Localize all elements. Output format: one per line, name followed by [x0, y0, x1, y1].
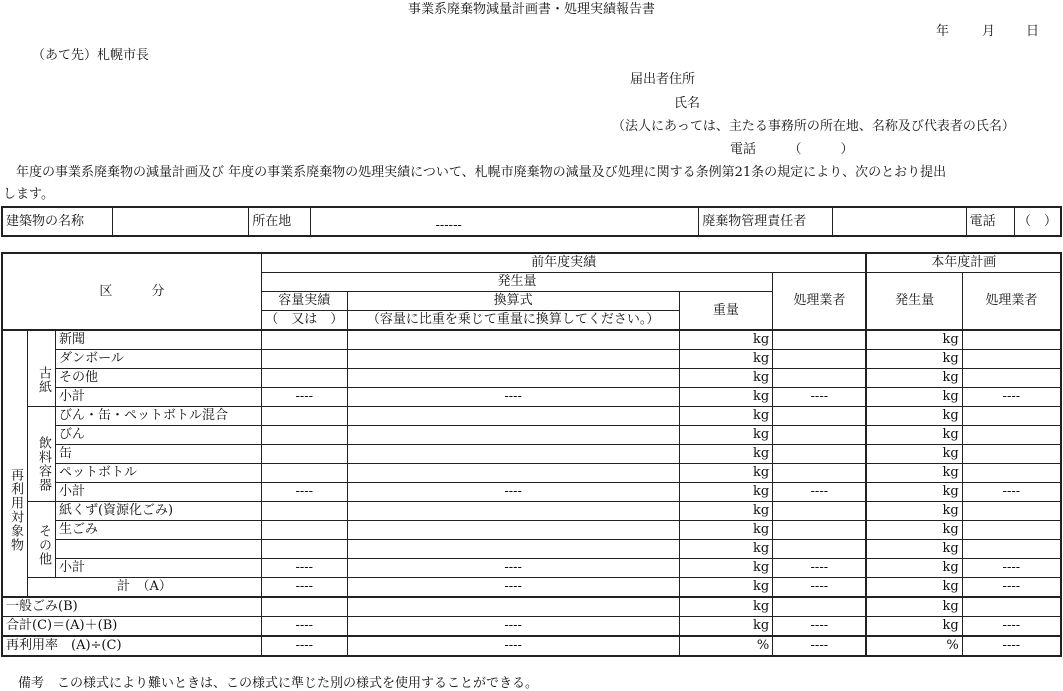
cell-plan-handler[interactable]: [962, 330, 1061, 350]
cell-handler[interactable]: [773, 464, 867, 483]
volume-sub-header: （ 又は ）: [261, 311, 347, 331]
cell-conversion[interactable]: [347, 540, 679, 559]
cell-weight[interactable]: kg: [679, 330, 773, 350]
other-group-label: その他: [28, 502, 56, 578]
cell-plan-handler[interactable]: [962, 407, 1061, 426]
cell-plan-generation[interactable]: kg: [866, 407, 962, 426]
submitter-phone-label: 電話 （ ）: [730, 142, 854, 157]
cell-conversion[interactable]: [347, 369, 679, 388]
cell-dash: ----: [261, 559, 347, 578]
row-label-scrap-paper: 紙くず(資源化ごみ): [55, 502, 261, 521]
page-title: 事業系廃棄物減量計画書・処理実績報告書: [407, 2, 655, 17]
cell-weight[interactable]: kg: [679, 597, 773, 617]
cell-dash: ----: [773, 636, 867, 656]
cell-dash: ----: [347, 483, 679, 502]
cell-plan-handler[interactable]: [962, 540, 1061, 559]
cell-plan-generation[interactable]: kg: [866, 445, 962, 464]
cell-volume[interactable]: [261, 330, 347, 350]
submitter-name-label: 氏名: [674, 96, 701, 111]
cell-dash: ----: [261, 578, 347, 598]
cell-dash: ----: [773, 559, 867, 578]
phone-label: 電話: [966, 207, 1014, 236]
cell-weight[interactable]: kg: [679, 559, 773, 578]
cell-conversion[interactable]: [347, 426, 679, 445]
date-month-label: 月: [982, 24, 996, 39]
row-label-cardboard: ダンボール: [55, 350, 261, 369]
conversion-sub-header: （容量に比重を乗じて重量に換算してください。）: [347, 311, 679, 331]
cell-plan-handler[interactable]: [962, 426, 1061, 445]
weight-header: 重量: [679, 292, 773, 331]
cell-plan-generation[interactable]: kg: [866, 426, 962, 445]
row-label-raw-garbage: 生ごみ: [55, 521, 261, 540]
cell-handler[interactable]: [773, 540, 867, 559]
location-label: 所在地: [249, 207, 310, 236]
cell-plan-generation[interactable]: kg: [866, 578, 962, 598]
phone-field[interactable]: （ ）: [1014, 207, 1061, 236]
row-label-beverage-subtotal: 小計: [55, 483, 261, 502]
cell-dash: ----: [261, 388, 347, 407]
cell-weight[interactable]: kg: [679, 540, 773, 559]
corporate-note: （法人にあっては、主たる事務所の所在地、名称及び代表者の氏名）: [612, 119, 1015, 134]
cell-handler[interactable]: [773, 597, 867, 617]
cell-volume[interactable]: [261, 407, 347, 426]
cell-plan-handler[interactable]: [962, 502, 1061, 521]
prev-year-header: 前年度実績: [261, 253, 866, 273]
cell-handler[interactable]: [773, 426, 867, 445]
building-name-label: 建築物の名称: [2, 207, 112, 236]
cell-dash: ----: [773, 578, 867, 598]
cell-dash: ----: [962, 388, 1061, 407]
cell-plan-handler[interactable]: [962, 521, 1061, 540]
date-day-label: 日: [1026, 24, 1040, 39]
waste-report-table: [1, 252, 1062, 657]
cell-conversion[interactable]: [347, 445, 679, 464]
plan-generation-header: 発生量: [866, 273, 962, 331]
cell-conversion[interactable]: [347, 521, 679, 540]
cell-plan-generation[interactable]: kg: [866, 559, 962, 578]
this-year-header: 本年度計画: [866, 253, 1061, 273]
cell-plan-generation[interactable]: kg: [866, 350, 962, 369]
cell-plan-generation[interactable]: kg: [866, 521, 962, 540]
cell-plan-generation[interactable]: kg: [866, 388, 962, 407]
cell-conversion[interactable]: [347, 330, 679, 350]
submitter-address-label: 届出者住所: [630, 72, 696, 87]
row-label-general-b: 一般ごみ(B): [2, 597, 261, 617]
cell-volume[interactable]: [261, 597, 347, 617]
cell-dash: ----: [962, 483, 1061, 502]
building-info-table: [1, 206, 1062, 237]
cell-handler[interactable]: [773, 407, 867, 426]
cell-volume[interactable]: [261, 540, 347, 559]
volume-header: 容量実績: [261, 292, 347, 311]
paper-group-label: 古紙: [28, 330, 56, 407]
row-label-can: 缶: [55, 445, 261, 464]
cell-weight[interactable]: kg: [679, 426, 773, 445]
cell-weight[interactable]: kg: [679, 464, 773, 483]
addressee: （あて先）札幌市長: [32, 48, 150, 63]
cell-volume[interactable]: [261, 521, 347, 540]
row-label-mixed: びん・缶・ペットボトル混合: [55, 407, 261, 426]
cell-dash: ----: [962, 636, 1061, 656]
cell-volume[interactable]: [261, 426, 347, 445]
cell-plan-generation[interactable]: kg: [866, 464, 962, 483]
cell-weight[interactable]: kg: [679, 388, 773, 407]
cell-weight[interactable]: kg: [679, 502, 773, 521]
building-name-field[interactable]: [112, 207, 248, 236]
cell-weight[interactable]: kg: [679, 521, 773, 540]
manager-label: 廃棄物管理責任者: [699, 207, 833, 236]
cell-plan-generation[interactable]: kg: [866, 597, 962, 617]
cell-dash: ----: [261, 636, 347, 656]
cell-weight[interactable]: kg: [679, 369, 773, 388]
row-label-blank[interactable]: [55, 540, 261, 559]
cell-volume[interactable]: [261, 464, 347, 483]
row-label-bottle: びん: [55, 426, 261, 445]
row-label-newspaper: 新聞: [55, 330, 261, 350]
cell-volume[interactable]: [261, 502, 347, 521]
row-label-recycle-rate: 再利用率 (A)÷(C): [2, 636, 261, 656]
cell-dash: ----: [347, 559, 679, 578]
cell-dash: ----: [962, 578, 1061, 598]
handler-header: 処理業者: [773, 273, 867, 331]
cell-conversion[interactable]: [347, 502, 679, 521]
cell-weight[interactable]: kg: [679, 350, 773, 369]
beverage-group-label: 飲料容器: [28, 407, 56, 502]
cell-handler[interactable]: [773, 502, 867, 521]
cell-volume[interactable]: [261, 369, 347, 388]
date-year-label: 年: [936, 24, 950, 39]
cell-conversion[interactable]: [347, 464, 679, 483]
cell-handler[interactable]: [773, 330, 867, 350]
footer-note: 備考 この様式により難いときは、この様式に準じた別の様式を使用することができる。: [18, 676, 539, 691]
cell-plan-generation[interactable]: kg: [866, 483, 962, 502]
cell-conversion[interactable]: [347, 597, 679, 617]
cell-plan-handler[interactable]: [962, 445, 1061, 464]
cell-plan-rate[interactable]: %: [866, 636, 962, 656]
row-label-other-subtotal: 小計: [55, 559, 261, 578]
cell-handler[interactable]: [773, 369, 867, 388]
plan-handler-header: 処理業者: [962, 273, 1061, 331]
cell-dash: ----: [347, 388, 679, 407]
conversion-header: 換算式: [347, 292, 679, 311]
statement-line-2: します。: [3, 187, 54, 202]
cell-plan-generation[interactable]: kg: [866, 369, 962, 388]
cell-dash: ----: [773, 617, 867, 637]
cell-weight[interactable]: kg: [679, 407, 773, 426]
cell-weight[interactable]: kg: [679, 617, 773, 637]
cell-volume[interactable]: [261, 350, 347, 369]
cell-plan-generation[interactable]: kg: [866, 540, 962, 559]
cell-plan-handler[interactable]: [962, 350, 1061, 369]
cell-plan-handler[interactable]: [962, 597, 1061, 617]
cell-dash: ----: [962, 617, 1061, 637]
recycle-group-label: 再利用対象物: [2, 330, 28, 597]
cell-handler[interactable]: [773, 521, 867, 540]
category-header: 区 分: [2, 253, 261, 330]
cell-volume[interactable]: [261, 445, 347, 464]
cell-plan-generation[interactable]: kg: [866, 617, 962, 637]
cell-plan-handler[interactable]: [962, 464, 1061, 483]
cell-handler[interactable]: [773, 350, 867, 369]
cell-rate[interactable]: %: [679, 636, 773, 656]
cell-dash: ----: [347, 578, 679, 598]
cell-plan-generation[interactable]: kg: [866, 330, 962, 350]
statement-line-1: 年度の事業系廃棄物の減量計画及び 年度の事業系廃棄物の処理実績について、札幌市廃棄物の減量及び処理に関する条例第21条の規定により、次のとおり提出: [3, 165, 947, 180]
cell-plan-generation[interactable]: kg: [866, 502, 962, 521]
cell-dash: ----: [773, 388, 867, 407]
manager-field[interactable]: [833, 207, 966, 236]
row-label-pet: ペットボトル: [55, 464, 261, 483]
generation-header: 発生量: [261, 273, 772, 292]
row-label-total-a: 計 （A）: [28, 578, 262, 598]
cell-handler[interactable]: [773, 445, 867, 464]
row-label-total-c: 合計(C)＝(A)＋(B): [2, 617, 261, 637]
cell-conversion[interactable]: [347, 350, 679, 369]
location-field[interactable]: ------: [310, 207, 699, 236]
cell-weight[interactable]: kg: [679, 483, 773, 502]
cell-dash: ----: [962, 559, 1061, 578]
cell-dash: ----: [347, 636, 679, 656]
cell-conversion[interactable]: [347, 407, 679, 426]
cell-dash: ----: [261, 483, 347, 502]
row-label-paper-subtotal: 小計: [55, 388, 261, 407]
cell-weight[interactable]: kg: [679, 445, 773, 464]
cell-dash: ----: [261, 617, 347, 637]
cell-dash: ----: [347, 617, 679, 637]
cell-dash: ----: [773, 483, 867, 502]
row-label-paper-other: その他: [55, 369, 261, 388]
cell-weight[interactable]: kg: [679, 578, 773, 598]
cell-plan-handler[interactable]: [962, 369, 1061, 388]
